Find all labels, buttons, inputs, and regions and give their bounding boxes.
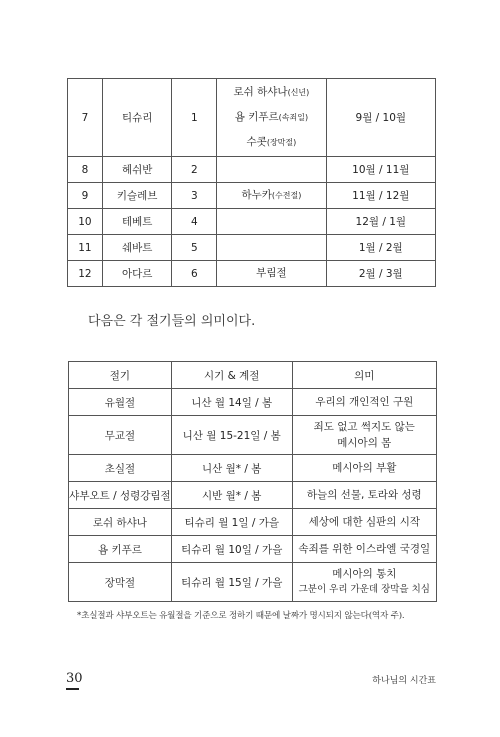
table-row	[68, 79, 436, 157]
gregorian-months: 10월 / 11월	[326, 157, 435, 183]
month-number: 8	[68, 157, 103, 183]
meaning-line: 메시아의 부활	[332, 462, 397, 474]
header-meaning: 의미	[292, 362, 436, 389]
feast-name: 욤 키푸르	[69, 536, 172, 563]
month-order: 6	[172, 261, 217, 287]
meaning-line: 메시아의 몸	[337, 437, 392, 449]
festival-item	[217, 80, 325, 105]
table-row	[68, 183, 436, 209]
festival-name: 수콧	[246, 136, 267, 148]
header-feast: 절기	[69, 362, 172, 389]
table-header-row	[69, 362, 437, 389]
festival-item	[217, 261, 325, 286]
feast-time: 티슈리 월 15일 / 가을	[171, 563, 292, 602]
feast-name: 로쉬 하샤나	[69, 509, 172, 536]
month-number: 9	[68, 183, 103, 209]
festival-name: 욤 키푸르	[234, 111, 279, 123]
festival-cell	[217, 79, 326, 157]
intro-text: 다음은 각 절기들의 의미이다.	[88, 314, 256, 329]
table-row	[69, 389, 437, 416]
running-title: 하나님의 시간표	[372, 676, 436, 686]
festival-item	[217, 183, 325, 208]
feast-time: 티슈리 월 10일 / 가을	[171, 536, 292, 563]
feast-meaning	[292, 482, 436, 509]
festival-cell	[217, 235, 326, 261]
festival-cell	[217, 157, 326, 183]
feast-name: 초실절	[69, 455, 172, 482]
table-row	[68, 209, 436, 235]
page-number-underline	[66, 688, 79, 690]
festival-name: 하누카	[241, 189, 272, 201]
table-row	[69, 482, 437, 509]
feast-time: 니산 월 15-21일 / 봄	[171, 416, 292, 455]
month-order: 1	[172, 79, 217, 157]
month-name: 테베트	[102, 209, 172, 235]
meaning-line: 속죄를 위한 이스라엘 국경일	[298, 543, 431, 555]
feast-name: 무교절	[69, 416, 172, 455]
festival-item	[217, 105, 325, 130]
feast-meaning	[292, 509, 436, 536]
festival-cell	[217, 209, 326, 235]
table-row	[69, 416, 437, 455]
month-name: 아다르	[102, 261, 172, 287]
festival-note: (수전절)	[271, 191, 302, 200]
gregorian-months: 12월 / 1월	[326, 209, 435, 235]
festival-name: 부림절	[256, 267, 287, 279]
festival-note: (속죄일)	[278, 113, 309, 122]
feasts-meaning-table	[68, 361, 437, 602]
table-row	[68, 261, 436, 287]
festival-cell	[217, 261, 326, 287]
feast-name: 유월절	[69, 389, 172, 416]
meaning-line: 세상에 대한 심판의 시작	[308, 516, 421, 528]
month-order: 5	[172, 235, 217, 261]
feast-time: 니산 월 14일 / 봄	[171, 389, 292, 416]
feast-meaning	[292, 389, 436, 416]
festival-item	[217, 130, 325, 155]
gregorian-months: 9월 / 10월	[326, 79, 435, 157]
month-name: 키슬레브	[102, 183, 172, 209]
table-row	[69, 536, 437, 563]
table-row	[69, 509, 437, 536]
meaning-line: 하늘의 선물, 토라와 성령	[306, 489, 422, 501]
table-row	[68, 157, 436, 183]
month-order: 4	[172, 209, 217, 235]
table-row	[68, 235, 436, 261]
month-order: 2	[172, 157, 217, 183]
feast-name: 장막절	[69, 563, 172, 602]
table-row	[69, 563, 437, 602]
month-number: 11	[68, 235, 103, 261]
festival-note: (신년)	[287, 88, 310, 97]
feast-name: 샤부오트 / 성령강림절	[69, 482, 172, 509]
festival-cell	[217, 183, 326, 209]
festival-name: 로쉬 하샤나	[233, 86, 288, 98]
meaning-line: 그분이 우리 가운데 장막을 치심	[298, 584, 430, 595]
month-name: 헤쉬반	[102, 157, 172, 183]
gregorian-months: 1월 / 2월	[326, 235, 435, 261]
month-number: 12	[68, 261, 103, 287]
feast-time: 티슈리 월 1일 / 가을	[171, 509, 292, 536]
feast-meaning	[292, 563, 436, 602]
meaning-line: 우리의 개인적인 구원	[315, 396, 414, 408]
months-table	[67, 78, 436, 287]
feast-meaning	[292, 455, 436, 482]
month-number: 7	[68, 79, 103, 157]
month-number: 10	[68, 209, 103, 235]
page-number: 30	[66, 671, 83, 686]
footnote: *초실절과 샤부오트는 유월절을 기준으로 정하기 때문에 날짜가 명시되지 않는다(역자 주).	[77, 611, 405, 621]
feast-meaning	[292, 536, 436, 563]
festival-note: (장막절)	[266, 138, 297, 147]
table-row	[69, 455, 437, 482]
month-order: 3	[172, 183, 217, 209]
feast-time: 니산 월* / 봄	[171, 455, 292, 482]
month-name: 티슈리	[102, 79, 172, 157]
feast-meaning	[292, 416, 436, 455]
header-time-season: 시기 & 계절	[171, 362, 292, 389]
gregorian-months: 2월 / 3월	[326, 261, 435, 287]
meaning-line: 메시아의 통치	[332, 568, 397, 580]
feast-time: 시반 월* / 봄	[171, 482, 292, 509]
meaning-line: 죄도 없고 썩지도 않는	[313, 421, 415, 433]
gregorian-months: 11월 / 12월	[326, 183, 435, 209]
month-name: 쉐바트	[102, 235, 172, 261]
